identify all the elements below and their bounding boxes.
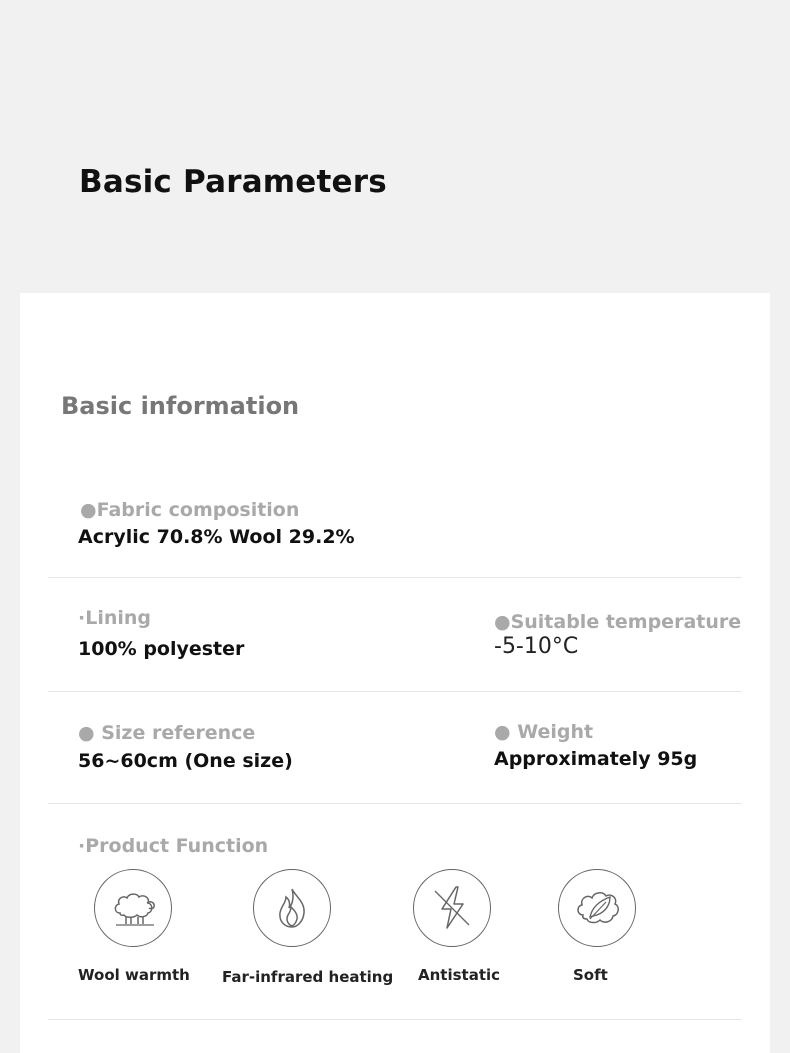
function-item-soft [558,869,728,999]
function-item-far-infrared-heating [222,869,392,999]
size-reference-value: 56~60cm (One size) [78,750,293,772]
flame-icon [253,869,331,947]
product-function-label: ·Product Function [78,835,269,857]
function-label: Soft [573,966,608,984]
divider [48,1019,742,1020]
fabric-composition-label: ●Fabric composition [80,499,300,521]
function-label: Antistatic [418,966,501,984]
weight-label: ● Weight [494,721,594,743]
lining-value: 100% polyester [78,638,245,660]
weight-value: Approximately 95g [494,748,698,770]
sheep-icon [94,869,172,947]
page-title: Basic Parameters [79,164,387,200]
divider [48,691,742,692]
leaf-cloud-icon [558,869,636,947]
section-title: Basic information [61,392,300,420]
lining-label: ·Lining [78,607,152,629]
divider [48,803,742,804]
lightning-bolt-icon [413,869,491,947]
size-reference-label: ● Size reference [78,722,256,744]
fabric-composition-value: Acrylic 70.8% Wool 29.2% [78,526,355,548]
function-label: Far-infrared heating [222,968,394,986]
function-label: Wool warmth [78,966,190,984]
suitable-temperature-label: ●Suitable temperature [494,611,742,633]
divider [48,577,742,578]
suitable-temperature-value: -5-10°C [494,634,579,659]
basic-info-card [20,293,770,1053]
